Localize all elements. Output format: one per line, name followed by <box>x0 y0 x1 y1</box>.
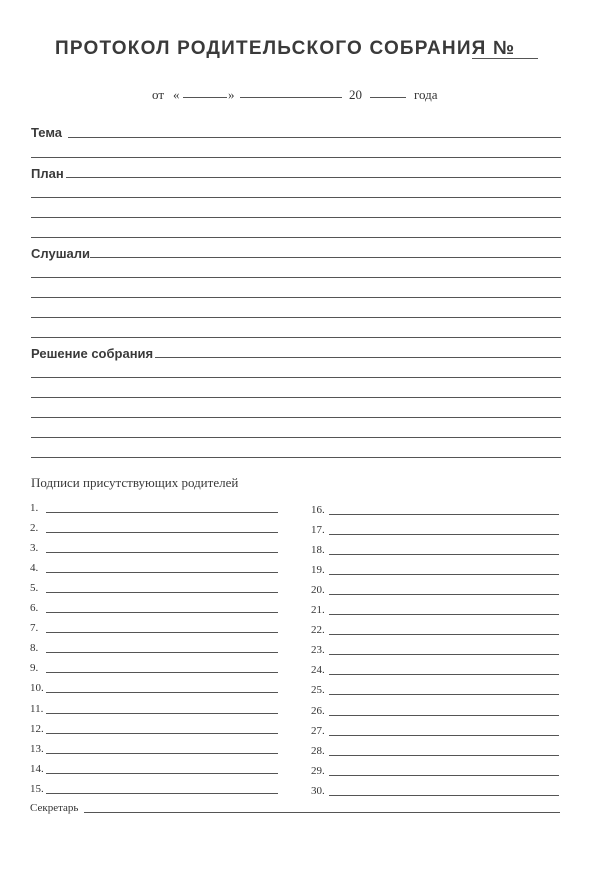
signature-line[interactable] <box>46 733 278 734</box>
topic-line[interactable] <box>31 157 561 158</box>
signature-line[interactable] <box>329 634 559 635</box>
signature-line[interactable] <box>46 692 278 693</box>
signature-number: 13. <box>30 742 44 755</box>
signature-line[interactable] <box>46 793 278 794</box>
date-quote-open: « <box>173 87 180 102</box>
plan-line[interactable] <box>66 177 561 178</box>
signature-line[interactable] <box>329 654 559 655</box>
date-quote-close: » <box>228 87 235 102</box>
signature-line[interactable] <box>329 715 559 716</box>
date-year-suffix: года <box>414 87 438 102</box>
signature-line[interactable] <box>46 512 278 513</box>
signature-number: 26. <box>311 704 325 717</box>
signature-number: 24. <box>311 664 325 677</box>
signature-number: 19. <box>311 564 325 577</box>
signature-line[interactable] <box>46 612 278 613</box>
signature-line[interactable] <box>46 652 278 653</box>
signature-number: 20. <box>311 584 325 597</box>
signature-number: 25. <box>311 684 325 697</box>
signature-line[interactable] <box>329 694 559 695</box>
signature-line[interactable] <box>329 755 559 756</box>
signature-line[interactable] <box>46 672 278 673</box>
plan-line[interactable] <box>31 237 561 238</box>
signature-number: 9. <box>30 662 39 675</box>
date-year-field[interactable] <box>370 97 406 98</box>
signature-line[interactable] <box>46 753 278 754</box>
signature-number: 12. <box>30 722 44 735</box>
signature-number: 27. <box>311 724 325 737</box>
signature-line[interactable] <box>329 614 559 615</box>
protocol-number-field[interactable] <box>472 58 538 59</box>
decision-label: Решение собрания <box>31 346 154 361</box>
signature-line[interactable] <box>329 735 559 736</box>
signature-line[interactable] <box>329 554 559 555</box>
topic-label: Тема <box>31 125 63 140</box>
signature-line[interactable] <box>46 713 278 714</box>
decision-line[interactable] <box>31 437 561 438</box>
decision-line[interactable] <box>31 397 561 398</box>
signature-line[interactable] <box>329 674 559 675</box>
signature-number: 23. <box>311 644 325 657</box>
decision-line[interactable] <box>31 417 561 418</box>
signature-line[interactable] <box>329 514 559 515</box>
decision-line[interactable] <box>31 377 561 378</box>
signature-number: 3. <box>30 542 39 555</box>
signature-number: 2. <box>30 522 39 535</box>
plan-line[interactable] <box>31 217 561 218</box>
signature-number: 28. <box>311 744 325 757</box>
signature-number: 16. <box>311 504 325 516</box>
heard-label: Слушали <box>31 246 91 261</box>
signature-line[interactable] <box>329 574 559 575</box>
date-year-prefix: 20 <box>349 87 362 102</box>
signature-number: 11. <box>30 702 44 715</box>
date-month-field[interactable] <box>240 97 342 98</box>
plan-line[interactable] <box>31 197 561 198</box>
signature-number: 18. <box>311 544 325 557</box>
topic-line[interactable] <box>68 137 561 138</box>
signature-number: 10. <box>30 682 44 695</box>
signature-number: 22. <box>311 624 325 637</box>
signature-line[interactable] <box>46 572 278 573</box>
signature-number: 17. <box>311 524 325 537</box>
signature-line[interactable] <box>329 594 559 595</box>
signature-line[interactable] <box>329 775 559 776</box>
signature-number: 1. <box>30 502 39 514</box>
signature-line[interactable] <box>46 632 278 633</box>
signature-number: 29. <box>311 764 325 777</box>
signature-line[interactable] <box>46 773 278 774</box>
heard-line[interactable] <box>31 297 561 298</box>
signature-number: 8. <box>30 642 39 655</box>
signature-number: 21. <box>311 604 325 617</box>
page-title: ПРОТОКОЛ РОДИТЕЛЬСКОГО СОБРАНИЯ № <box>55 38 516 59</box>
signature-line[interactable] <box>329 795 559 796</box>
signatures-heading: Подписи присутствующих родителей <box>31 475 239 490</box>
secretary-label: Секретарь <box>30 802 79 814</box>
heard-line[interactable] <box>31 317 561 318</box>
decision-line[interactable] <box>31 457 561 458</box>
signature-line[interactable] <box>46 552 278 553</box>
signature-number: 4. <box>30 562 39 575</box>
heard-line[interactable] <box>31 277 561 278</box>
date-from-label: от <box>152 87 165 102</box>
signature-number: 15. <box>30 782 44 795</box>
heard-line[interactable] <box>90 257 561 258</box>
date-day-field[interactable] <box>183 97 227 98</box>
decision-line[interactable] <box>155 357 561 358</box>
secretary-signature-line[interactable] <box>84 812 560 813</box>
signature-line[interactable] <box>46 532 278 533</box>
signature-number: 5. <box>30 582 39 595</box>
signature-line[interactable] <box>329 534 559 535</box>
signature-number: 14. <box>30 762 44 775</box>
signature-number: 7. <box>30 622 39 635</box>
signature-number: 6. <box>30 602 39 615</box>
signature-line[interactable] <box>46 592 278 593</box>
plan-label: План <box>31 166 64 181</box>
signature-number: 30. <box>311 784 325 797</box>
heard-line[interactable] <box>31 337 561 338</box>
